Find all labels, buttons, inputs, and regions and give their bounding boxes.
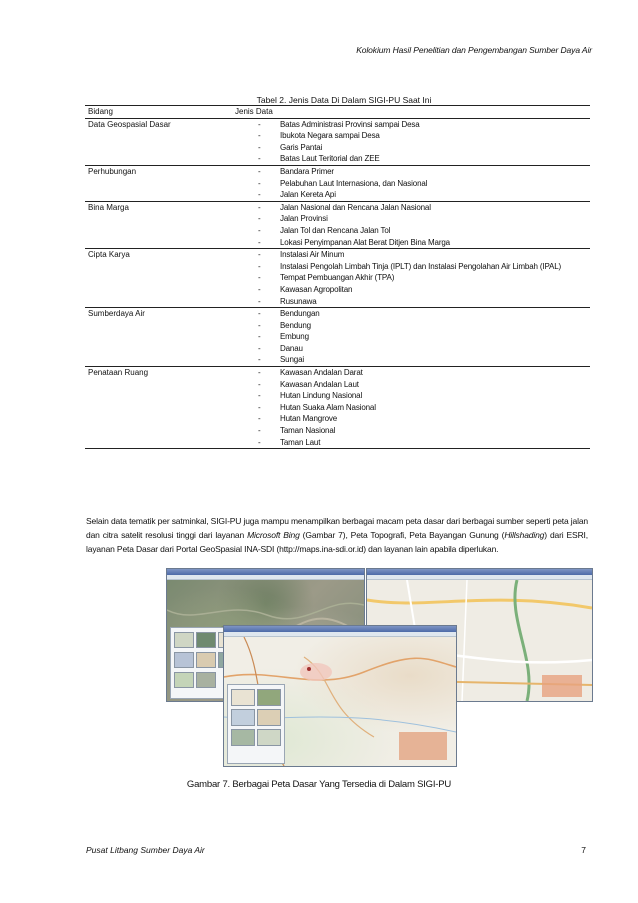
list-item: - Sungai bbox=[258, 354, 587, 366]
list-item: - Taman Nasional bbox=[258, 425, 587, 437]
paragraph-text-2: (Gambar 7), Peta Topografi, Peta Bayangan Gunung ( bbox=[299, 530, 505, 540]
jenis-data-list bbox=[258, 119, 587, 165]
list-item: - Hutan Suaka Alam Nasional bbox=[258, 402, 587, 414]
basemap-thumb[interactable] bbox=[257, 689, 281, 706]
list-item: - Danau bbox=[258, 343, 587, 355]
list-item: - Bendungan bbox=[258, 308, 587, 320]
basemap-thumb[interactable] bbox=[231, 709, 255, 726]
basemap-thumb[interactable] bbox=[196, 652, 216, 668]
list-item: - Pelabuhan Laut Internasiona, dan Nasional bbox=[258, 178, 587, 190]
table-row bbox=[85, 201, 590, 248]
data-table bbox=[85, 105, 590, 449]
list-item: - Kawasan Agropolitan bbox=[258, 284, 587, 296]
jenis-data-cell bbox=[232, 165, 590, 201]
list-item: - Ibukota Negara sampai Desa bbox=[258, 130, 587, 142]
basemap-thumb[interactable] bbox=[196, 632, 216, 648]
table-row bbox=[85, 367, 590, 449]
list-item: - Instalasi Air Minum bbox=[258, 249, 587, 261]
list-item: - Jalan Provinsi bbox=[258, 213, 587, 225]
list-item: - Tempat Pembuangan Akhir (TPA) bbox=[258, 272, 587, 284]
footer-left: Pusat Litbang Sumber Daya Air bbox=[86, 845, 205, 855]
body-paragraph bbox=[86, 514, 588, 556]
list-item: - Hutan Lindung Nasional bbox=[258, 390, 587, 402]
jenis-data-list bbox=[258, 202, 587, 248]
jenis-data-cell bbox=[232, 118, 590, 165]
bidang-cell: Penataan Ruang bbox=[85, 367, 232, 449]
running-header: Kolokium Hasil Penelitian dan Pengembangan Sumber Daya Air bbox=[356, 45, 592, 55]
jenis-data-cell bbox=[232, 308, 590, 367]
table-row bbox=[85, 308, 590, 367]
list-item: - Bandara Primer bbox=[258, 166, 587, 178]
basemap-thumb[interactable] bbox=[174, 652, 194, 668]
list-item: - Jalan Tol dan Rencana Jalan Tol bbox=[258, 225, 587, 237]
bidang-cell: Sumberdaya Air bbox=[85, 308, 232, 367]
page-number: 7 bbox=[581, 845, 586, 855]
basemap-thumb[interactable] bbox=[174, 632, 194, 648]
table-row bbox=[85, 118, 590, 165]
jenis-data-cell bbox=[232, 367, 590, 449]
jenis-data-list bbox=[258, 367, 587, 448]
list-item: - Hutan Mangrove bbox=[258, 413, 587, 425]
table-caption: Tabel 2. Jenis Data Di Dalam SIGI-PU Saat Ini bbox=[256, 95, 432, 105]
topographic-map-window bbox=[223, 625, 457, 767]
list-item: - Taman Laut bbox=[258, 437, 587, 449]
column-header-jenis-data: Jenis Data bbox=[232, 106, 590, 119]
list-item: - Garis Pantai bbox=[258, 142, 587, 154]
jenis-data-list bbox=[258, 166, 587, 201]
list-item: - Instalasi Pengolah Limbah Tinja (IPLT) dan Instalasi Pengolahan Air Limbah (IPAL) bbox=[258, 261, 587, 273]
table-header-row bbox=[85, 106, 590, 119]
figure-screenshots bbox=[166, 568, 591, 764]
basemap-thumb[interactable] bbox=[231, 729, 255, 746]
list-item: - Jalan Nasional dan Rencana Jalan Nasional bbox=[258, 202, 587, 214]
basemap-gallery-panel bbox=[227, 684, 285, 764]
jenis-data-cell bbox=[232, 201, 590, 248]
list-item: - Batas Administrasi Provinsi sampai Desa bbox=[258, 119, 587, 131]
bidang-cell: Cipta Karya bbox=[85, 249, 232, 308]
jenis-data-list bbox=[258, 308, 587, 366]
paragraph-text-3: ) dari ESRI, layanan Peta Dasar dari Portal GeoSpasial INA-SDI (http://maps.ina-sdi.or.id) dan layanan lain apabila diperlukan. bbox=[86, 530, 588, 554]
table-row bbox=[85, 165, 590, 201]
list-item: - Kawasan Andalan Darat bbox=[258, 367, 587, 379]
table-body bbox=[85, 118, 590, 449]
paragraph-emphasis-bing: Microsoft Bing bbox=[247, 530, 300, 540]
basemap-thumb[interactable] bbox=[196, 672, 216, 688]
basemap-thumb[interactable] bbox=[231, 689, 255, 706]
paragraph-text-1: Selain data tematik per satminkal, SIGI-PU juga mampu menampilkan berbagai macam peta dasar dari berbagai sumber seperti peta jalan dan citra satelit resolusi tinggi dari layanan bbox=[86, 516, 588, 540]
list-item: - Lokasi Penyimpanan Alat Berat Ditjen Bina Marga bbox=[258, 237, 587, 249]
list-item: - Embung bbox=[258, 331, 587, 343]
basemap-thumb[interactable] bbox=[257, 729, 281, 746]
bidang-cell: Bina Marga bbox=[85, 201, 232, 248]
bidang-cell: Data Geospasial Dasar bbox=[85, 118, 232, 165]
jenis-data-cell bbox=[232, 249, 590, 308]
jenis-data-list bbox=[258, 249, 587, 307]
list-item: - Bendung bbox=[258, 320, 587, 332]
basemap-thumb[interactable] bbox=[174, 672, 194, 688]
list-item: - Batas Laut Teritorial dan ZEE bbox=[258, 153, 587, 165]
figure-caption: Gambar 7. Berbagai Peta Dasar Yang Tersedia di Dalam SIGI-PU bbox=[186, 779, 452, 790]
list-item: - Kawasan Andalan Laut bbox=[258, 379, 587, 391]
table-row bbox=[85, 249, 590, 308]
basemap-thumb[interactable] bbox=[257, 709, 281, 726]
bidang-cell: Perhubungan bbox=[85, 165, 232, 201]
list-item: - Jalan Kereta Api bbox=[258, 189, 587, 201]
column-header-bidang: Bidang bbox=[85, 106, 232, 119]
paragraph-emphasis-hillshading: Hillshading bbox=[504, 530, 545, 540]
list-item: - Rusunawa bbox=[258, 296, 587, 308]
